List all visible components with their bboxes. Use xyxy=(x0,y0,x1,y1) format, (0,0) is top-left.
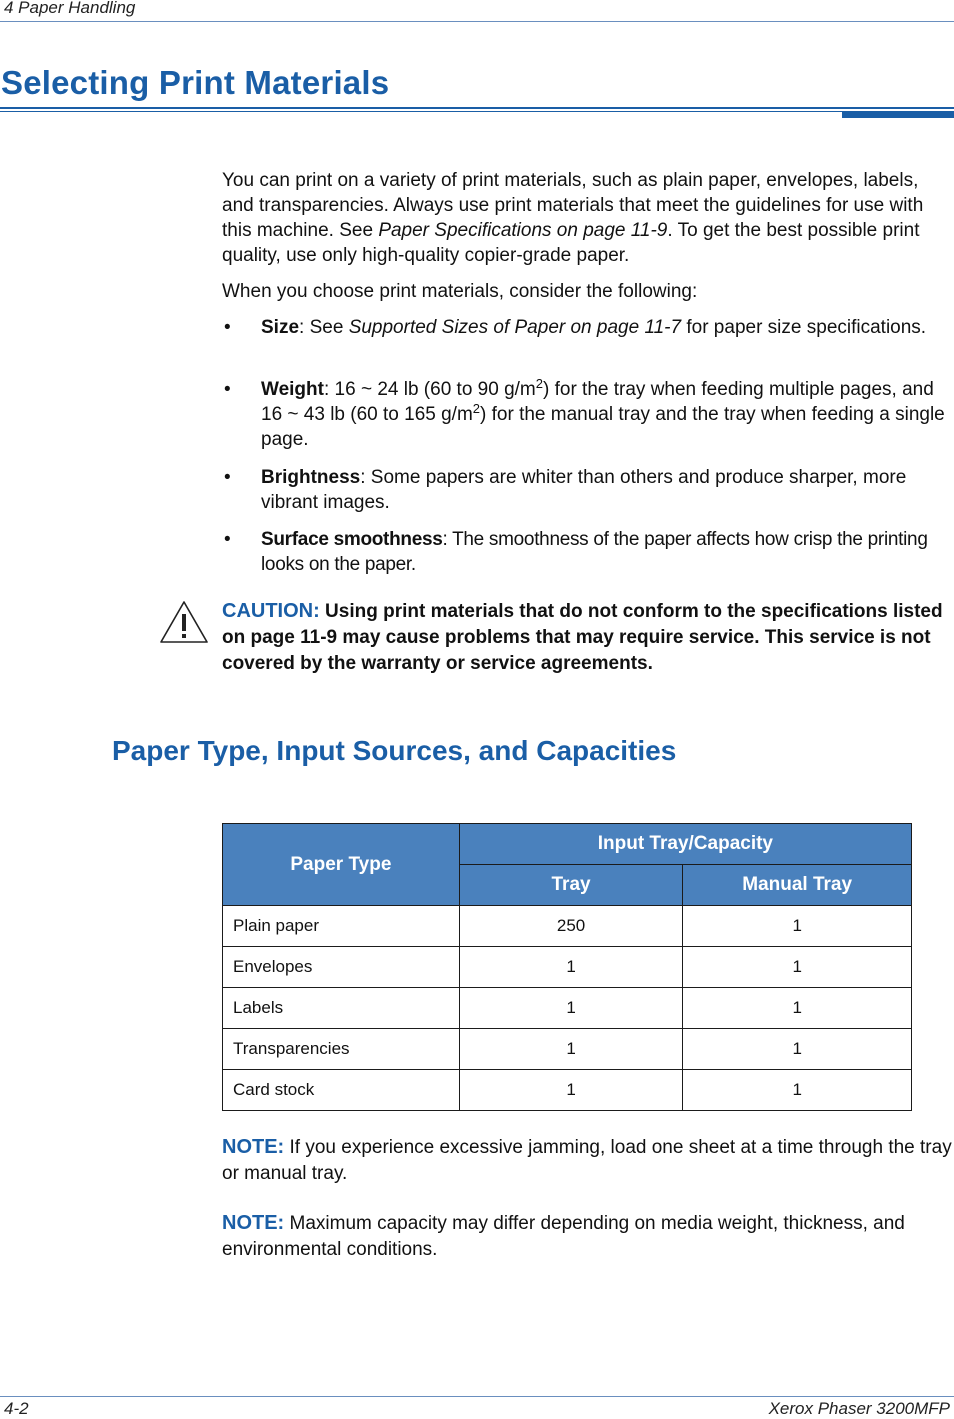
cell-manual: 1 xyxy=(683,947,912,988)
intro-paragraph xyxy=(222,168,954,268)
bullet-term: Surface smoothness xyxy=(261,529,443,550)
header-rule xyxy=(0,21,954,22)
page-title: Selecting Print Materials xyxy=(1,64,390,101)
cell-paper-type: Plain paper xyxy=(223,906,460,947)
bullet-dot: • xyxy=(224,467,231,488)
table-row xyxy=(223,988,912,1029)
capacity-table xyxy=(222,823,912,1111)
intro-text: You can print on a variety of print materials, such as plain paper, envelopes, labels, and transparencies. Always use print materials that meet the guidelines for use with this machine. See xyxy=(222,170,924,241)
note-capacity xyxy=(222,1210,954,1263)
note-label: NOTE: xyxy=(222,1212,285,1234)
bullet-text: ) for the tray when feeding multiple pages, and 16 ~ 43 lb (60 to 165 g/m xyxy=(261,379,934,425)
title-rule-thin xyxy=(0,111,954,112)
cell-tray: 250 xyxy=(459,906,683,947)
bullet-dot: • xyxy=(224,529,231,550)
superscript: 2 xyxy=(472,401,481,416)
intro-text-end: . To get the best possible print quality, use only high-quality copier-grade paper. xyxy=(222,220,920,266)
cell-paper-type: Card stock xyxy=(223,1070,460,1111)
bullet-text: ) for the manual tray and the tray when feeding a single page. xyxy=(261,404,945,450)
running-header: 4 Paper Handling xyxy=(4,0,136,17)
paper-specs-link[interactable]: Paper Specifications on page 11-9 xyxy=(378,220,668,241)
page-number: 4-2 xyxy=(4,1399,29,1418)
cell-paper-type: Labels xyxy=(223,988,460,1029)
note-label: NOTE: xyxy=(222,1136,285,1158)
warning-triangle-icon xyxy=(158,598,210,646)
bullet-text: : 16 ~ 24 lb (60 to 90 g/m xyxy=(323,379,536,400)
caution-label: CAUTION: xyxy=(222,600,320,622)
footer-rule xyxy=(0,1396,954,1397)
superscript: 2 xyxy=(535,376,543,391)
bullet-dot: • xyxy=(224,317,231,338)
section-title: Paper Type, Input Sources, and Capacities xyxy=(112,735,677,766)
bullet-term: Weight xyxy=(261,379,324,400)
bullet-text: : See xyxy=(299,317,349,338)
cell-tray: 1 xyxy=(459,947,683,988)
consider-paragraph: When you choose print materials, consider the following: xyxy=(222,281,698,302)
cell-manual: 1 xyxy=(683,988,912,1029)
sizes-link[interactable]: Supported Sizes of Paper on page 11-7 xyxy=(348,317,682,338)
bullet-dot: • xyxy=(224,379,231,400)
cell-manual: 1 xyxy=(683,1029,912,1070)
header-manual-tray: Manual Tray xyxy=(683,865,912,906)
caution-block xyxy=(222,598,954,677)
bullet-term: Size xyxy=(261,317,300,338)
table-row xyxy=(223,947,912,988)
note-text: If you experience excessive jamming, load one sheet at a time through the tray or manual tray. xyxy=(222,1137,952,1184)
cell-paper-type: Transparencies xyxy=(223,1029,460,1070)
header-input-tray-capacity: Input Tray/Capacity xyxy=(459,824,911,865)
bullet-text: : Some papers are whiter than others and produce sharper, more vibrant images. xyxy=(261,467,907,513)
bullet-term: Brightness xyxy=(261,467,361,488)
title-rule xyxy=(0,107,954,109)
cell-tray: 1 xyxy=(459,1029,683,1070)
cell-paper-type: Envelopes xyxy=(223,947,460,988)
cell-tray: 1 xyxy=(459,1070,683,1111)
header-tray: Tray xyxy=(459,865,683,906)
header-paper-type: Paper Type xyxy=(223,824,460,906)
cell-manual: 1 xyxy=(683,906,912,947)
caution-text: Using print materials that do not conform to the specifications listed on page 11-9 may cause problems that may require service. This service is not covered by the warranty or service agreements. xyxy=(222,601,943,674)
table-row xyxy=(223,906,912,947)
note-jamming xyxy=(222,1134,954,1187)
cell-tray: 1 xyxy=(459,988,683,1029)
table-row xyxy=(223,1070,912,1111)
table-row xyxy=(223,1029,912,1070)
product-name: Xerox Phaser 3200MFP xyxy=(768,1399,950,1418)
bullet-text: for paper size specifications. xyxy=(681,317,927,338)
title-rule-tab xyxy=(842,112,954,118)
note-text: Maximum capacity may differ depending on media weight, thickness, and environmental conditions. xyxy=(222,1213,905,1260)
bullet-text: : The smoothness of the paper affects how crisp the printing looks on the paper. xyxy=(261,529,928,575)
cell-manual: 1 xyxy=(683,1070,912,1111)
